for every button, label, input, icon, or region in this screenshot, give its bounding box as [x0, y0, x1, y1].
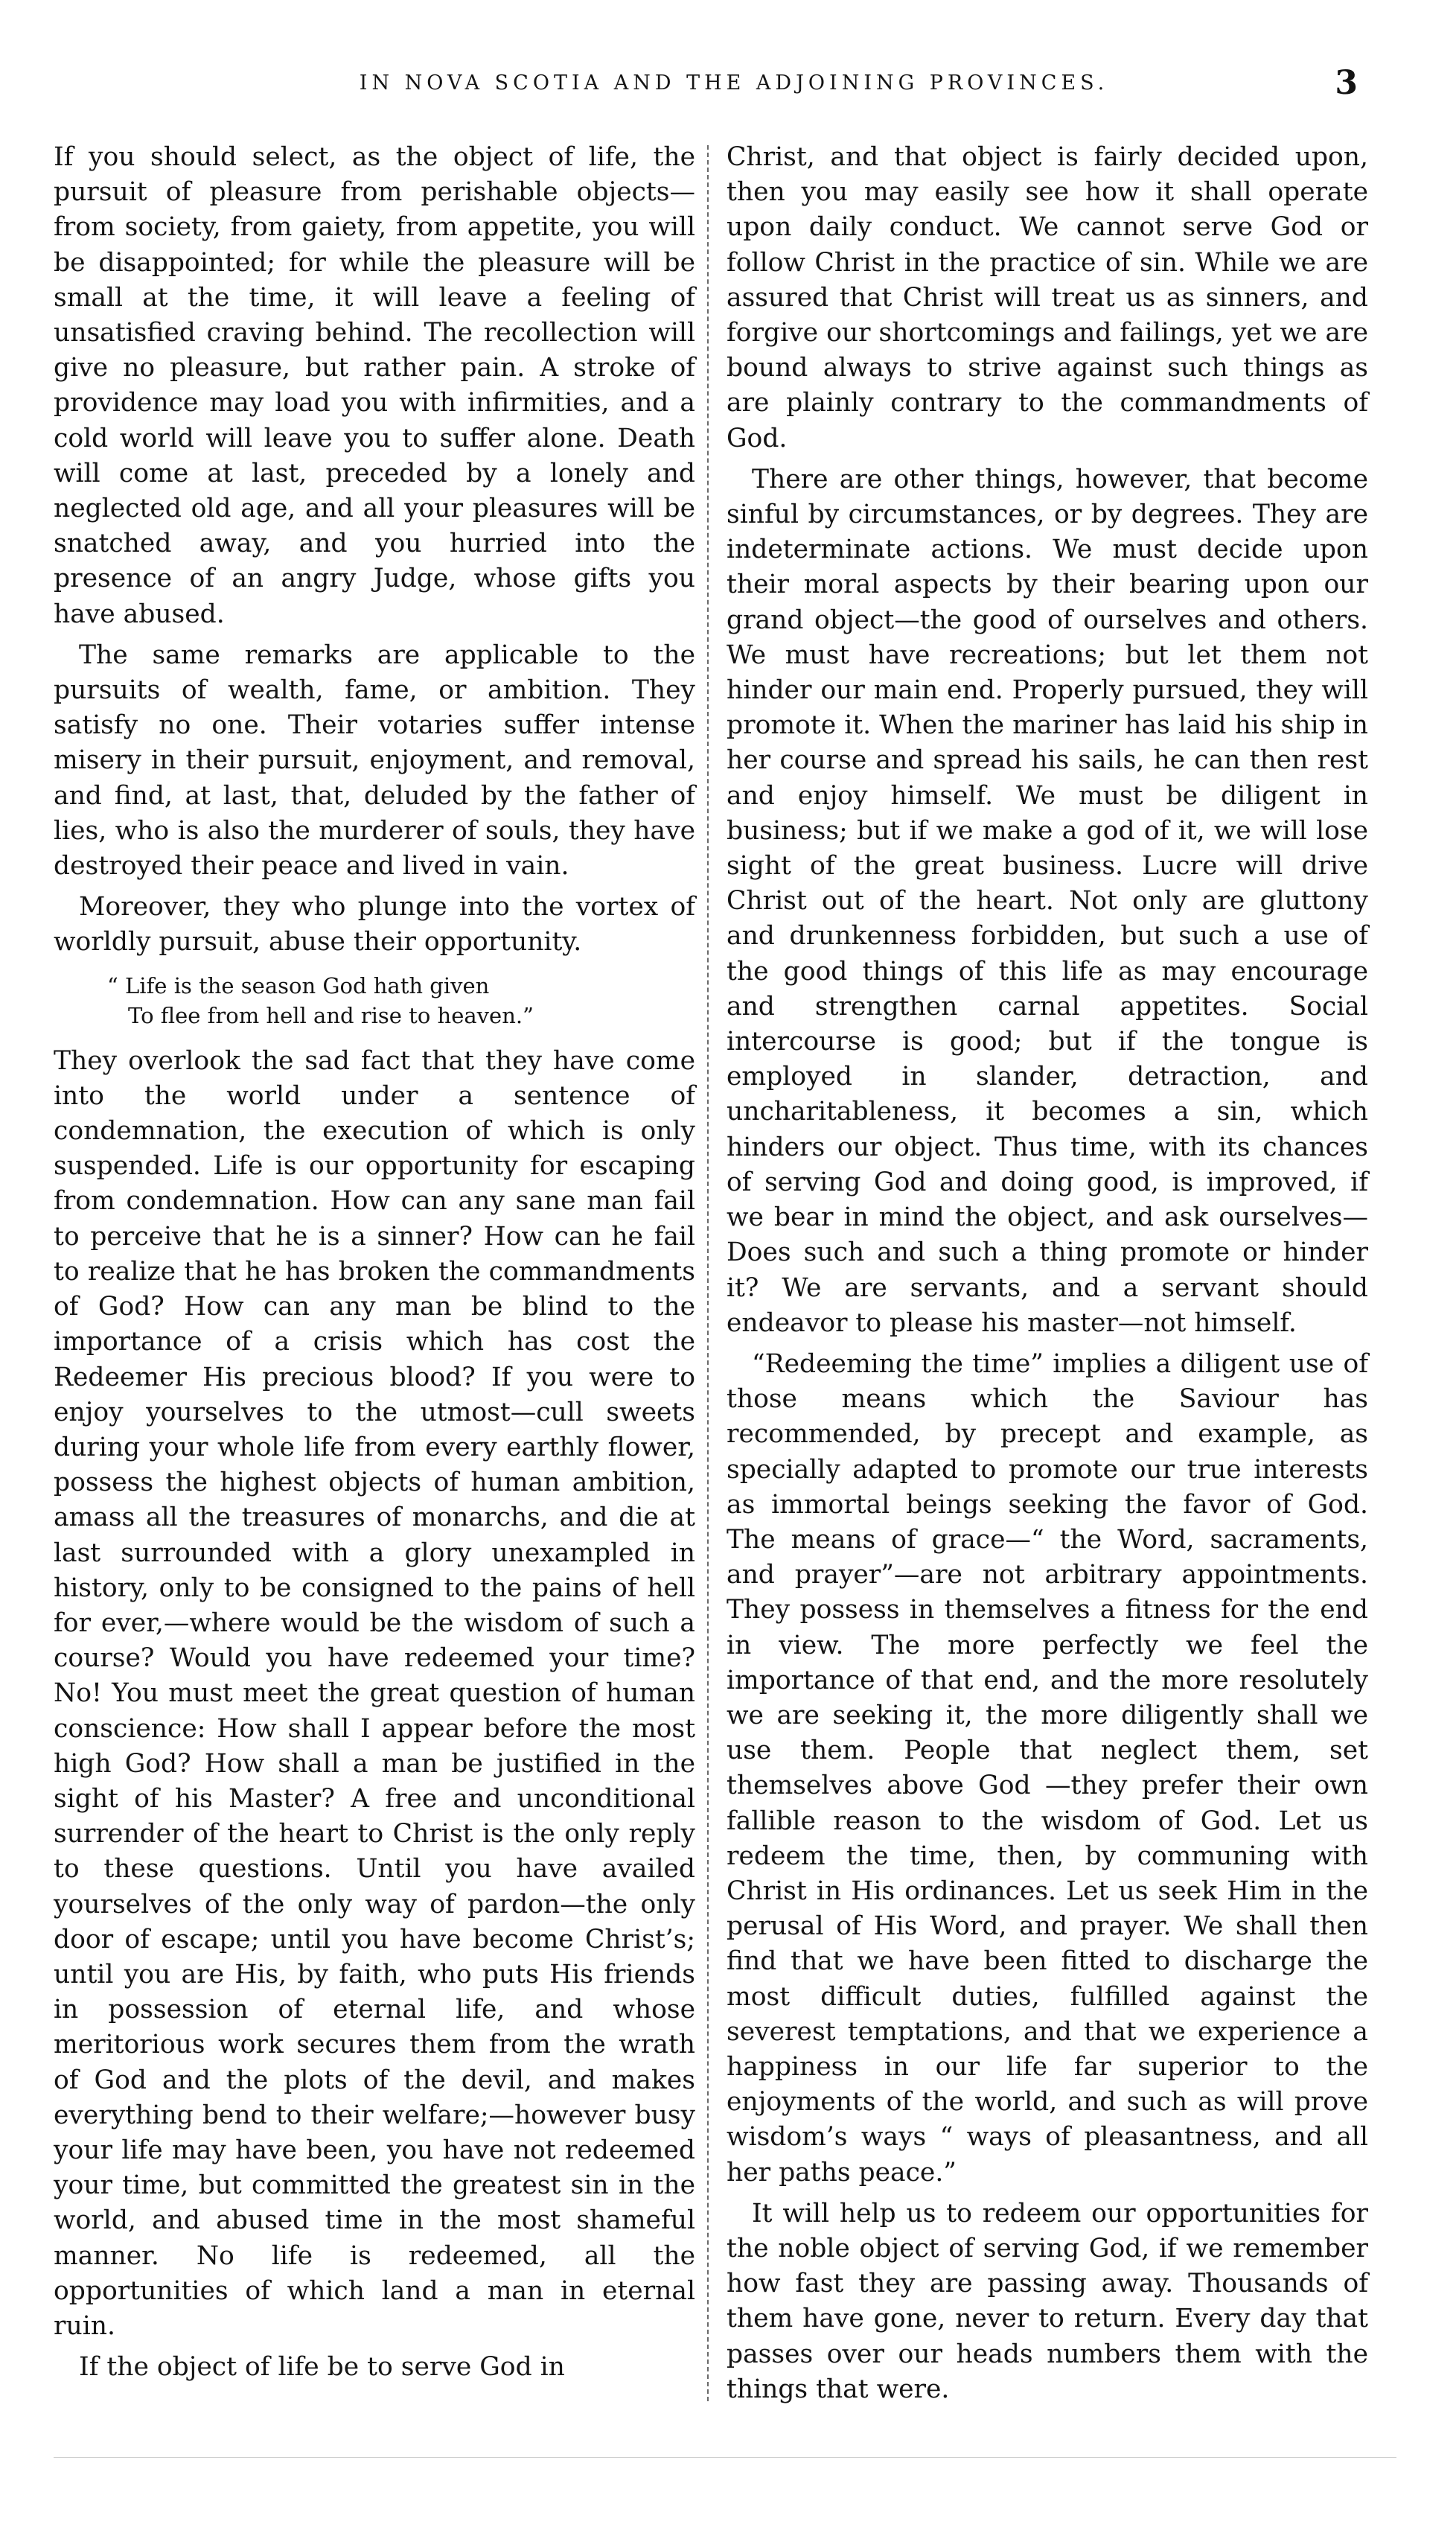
paragraph: They overlook the sad fact that they have come into the world under a sentence of condemnation, the execution of which is only suspended. Life is our opportunity for escaping from condemnation. How can any sane man fail to perceive that he is a sinner? How can he fail to realize that he has broken the commandments of God? How can any man be blind to the importance of a crisis which has cost the Redeemer His precious blood? If you were to enjoy yourselves to the utmost—cull sweets during your whole life from every earthly flower, possess the highest objects of human ambition, amass all the treasures of monarchs, and die at last surrounded with a glory unexampled in history, only to be consigned to the pains of hell for ever,—where would be the wisdom of such a course? Would you have redeemed your time? No! You must meet the great question of human conscience: How shall I appear before the most high God? How shall a man be justified in the sight of his Master? A free and unconditional surrender of the heart to Christ is the only reply to these questions. Until you have availed yourselves of the only way of pardon—the only door of escape; until you have become Christ’s; until you are His, by faith, who puts His friends in possession of eternal life, and whose meritorious work secures them from the wrath of God and the plots of the devil, and makes everything bend to their welfare;—however busy your life may have been, you have not redeemed your time, but committed the greatest sin in the world, and abused time in the most shameful manner. No life is redeemed, all the opportunities of which land a man in eternal ruin. — [54, 1045, 695, 2341]
column-divider — [707, 145, 709, 2401]
page-header — [71, 61, 1396, 121]
quote-line: “ Life is the season God hath given — [107, 972, 490, 998]
paragraph: Christ, and that object is fairly decided upon, then you may easily see how it shall operate upon daily conduct. We cannot serve God or follow Christ in the practice of sin. While we are assured that Christ will treat us as sinners, and forgive our shortcomings and failings, yet we are bound always to strive against such things as are plainly contrary to the commandments of God. — [727, 142, 1368, 453]
left-column — [54, 140, 695, 2391]
paragraph: The same remarks are applicable to the pursuits of wealth, fame, or ambition. They satisfy no one. Their votaries suffer intense misery in their pursuit, enjoyment, and removal, and find, at last, that, deluded by the father of lies, who is also the murderer of souls, they have destroyed their peace and lived in vain. — [54, 640, 695, 882]
running-head: IN NOVA SCOTIA AND THE ADJOINING PROVINCES. — [359, 71, 1109, 95]
paragraph: It will help us to redeem our opportunities for the noble object of serving God, if we remember how fast they are passing away. Thousands of them have gone, never to return. Every day that passes over our heads numbers them with the things that were. — [727, 2198, 1368, 2404]
paragraph: If you should select, as the object of life, the pursuit of pleasure from perishable objects—from society, from gaiety, from appetite, you will be disappointed; for while the pleasure will be small at the time, it will leave a feeling of unsatisfied craving behind. The recollection will give no pleasure, but rather pain. A stroke of providence may load you with infirmities, and a cold world will leave you to suffer alone. Death will come at last, preceded by a lonely and neglected old age, and all your pleasures will be snatched away, and you hurried into the presence of an angry Judge, whose gifts you have abused. — [54, 142, 695, 629]
right-column — [727, 140, 1368, 2413]
paragraph: There are other things, however, that become sinful by circumstances, or by degrees. They are indeterminate actions. We must decide upon their moral aspects by their bearing upon our grand object—the good of ourselves and others. We must have recreations; but let them not hinder our main end. Properly pursued, they will promote it. When the mariner has laid his ship in her course and spread his sails, he can then rest and enjoy himself. We must be diligent in business; but if we make a god of it, we will lose sight of the great business. Lucre will drive Christ out of the heart. Not only are gluttony and drunkenness forbidden, but such a use of the good things of this life as may encourage and strengthen carnal appetites. Social intercourse is good; but if the tongue is employed in slander, detraction, and uncharitableness, it becomes a sin, which hinders our object. Thus time, with its chances of serving God and doing good, is improved, if we bear in mind the object, and ask ourselves—Does such and such a thing promote or hinder it? We are servants, and a servant should endeavor to please his master—not himself. — [727, 464, 1368, 1338]
quote-line: To flee from hell and rise to heaven.” — [128, 1002, 534, 1028]
page-number: 3 — [1335, 64, 1358, 102]
verse-quote — [54, 971, 695, 1030]
paragraph: If the object of life be to serve God in — [79, 2352, 565, 2383]
bottom-rule — [54, 2457, 1396, 2458]
paragraph: “Redeeming the time” implies a diligent use of those means which the Saviour has recommended, by precept and example, as specially adapted to promote our true interests as immortal beings seeking the favor of God. The means of grace—“ the Word, sacraments, and prayer”—are not arbitrary appointments. They possess in themselves a fitness for the end in view. The more perfectly we feel the importance of that end, and the more resolutely we are seeking it, the more diligently shall we use them. People that neglect them, set themselves above God —they prefer their own fallible reason to the wisdom of God. Let us redeem the time, then, by communing with Christ in His ordinances. Let us seek Him in the perusal of His Word, and prayer. We shall then find that we have been fitted to discharge the most difficult duties, fulfilled against the severest temptations, and that we experience a happiness in our life far superior to the enjoyments of the world, and such as will prove wisdom’s ways “ ways of pleasantness, and all her paths peace.” — [727, 1348, 1368, 2188]
paragraph: Moreover, they who plunge into the vortex of worldly pursuit, abuse their opportunity. — [54, 892, 695, 958]
